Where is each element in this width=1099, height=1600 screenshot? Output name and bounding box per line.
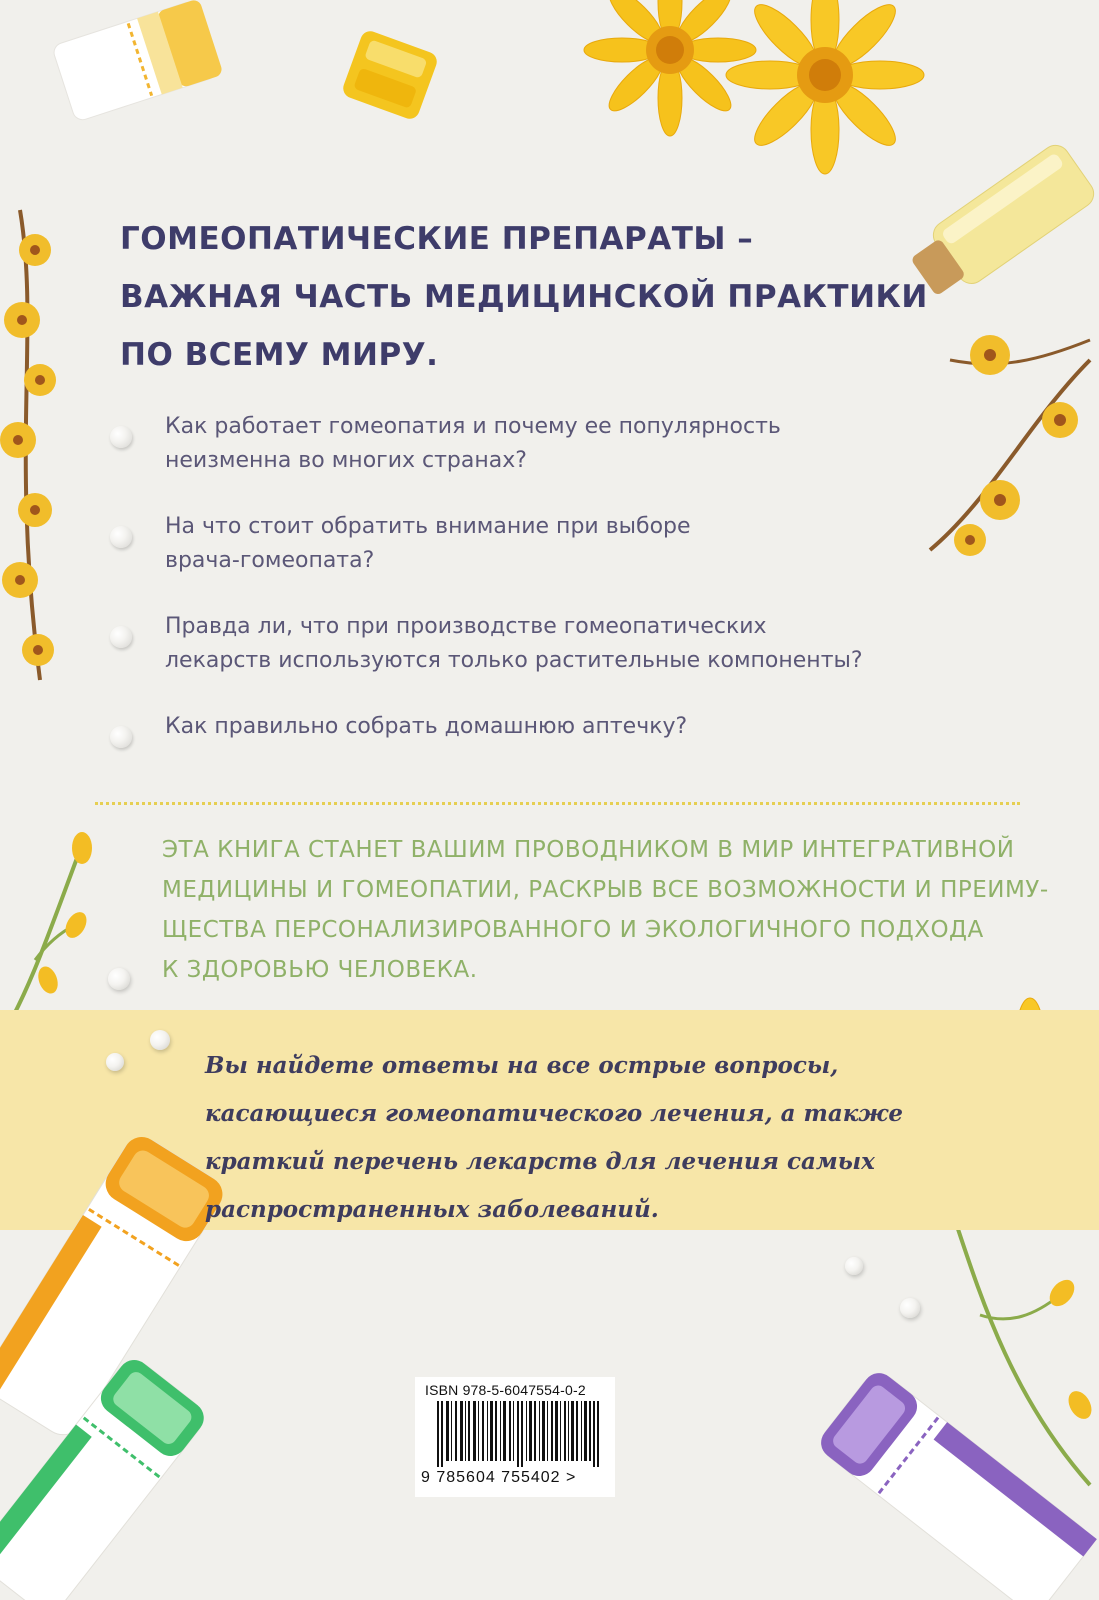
- question-text: Правда ли, что при производстве гомеопатических: [165, 614, 767, 639]
- intro-line: МЕДИЦИНЫ И ГОМЕОПАТИИ, РАСКРЫВ ВСЕ ВОЗМОЖНОСТИ И ПРЕИМУ-: [162, 877, 1049, 903]
- pearl-decoration: [150, 1030, 170, 1050]
- question-text: На что стоит обратить внимание при выборе: [165, 514, 691, 539]
- question-item: [110, 710, 687, 744]
- headline-line: ПО ВСЕМУ МИРУ.: [120, 337, 439, 373]
- pearl-decoration: [845, 1257, 863, 1275]
- question-text: лекарств используются только растительные компоненты?: [165, 648, 863, 673]
- pearl-decoration: [106, 1053, 124, 1071]
- question-text: неизменна во многих странах?: [165, 448, 527, 473]
- isbn-barcode: [415, 1377, 615, 1497]
- pearl-bullet-icon: [110, 626, 132, 648]
- intro-line: ЭТА КНИГА СТАНЕТ ВАШИМ ПРОВОДНИКОМ В МИР ИНТЕГРАТИВНОЙ: [162, 837, 1015, 863]
- top-left-tube-illustration: [0, 0, 300, 130]
- barcode-digits: 9 785604 755402 >: [421, 1469, 577, 1486]
- yellow-cap-illustration: [330, 20, 450, 130]
- band-line: распространенных заболеваний.: [205, 1196, 659, 1223]
- band-line: Вы найдете ответы на все острые вопросы,: [205, 1052, 839, 1079]
- headline-line: ГОМЕОПАТИЧЕСКИЕ ПРЕПАРАТЫ –: [120, 221, 754, 257]
- intro-line: ЩЕСТВА ПЕРСОНАЛИЗИРОВАННОГО И ЭКОЛОГИЧНОГО ПОДХОДА: [162, 917, 984, 943]
- pearl-bullet-icon: [110, 426, 132, 448]
- right-witch-hazel-illustration: [930, 300, 1099, 560]
- purple-tube-illustration: [800, 1350, 1080, 1600]
- intro-line: К ЗДОРОВЬЮ ЧЕЛОВЕКА.: [162, 957, 478, 983]
- pearl-decoration: [108, 968, 130, 990]
- band-line: краткий перечень лекарств для лечения самых: [205, 1148, 875, 1175]
- dotted-divider: [95, 802, 1020, 805]
- intro-paragraph: [162, 830, 1049, 990]
- band-line: касающиеся гомеопатического лечения, а также: [205, 1100, 903, 1127]
- question-item: [110, 610, 863, 678]
- isbn-number: ISBN 978-5-6047554-0-2: [425, 1382, 586, 1398]
- pearl-bullet-icon: [110, 726, 132, 748]
- question-text: Как работает гомеопатия и почему ее популярность: [165, 414, 781, 439]
- pearl-bullet-icon: [110, 526, 132, 548]
- question-text: Как правильно собрать домашнюю аптечку?: [165, 714, 688, 739]
- left-witch-hazel-illustration: [0, 210, 90, 690]
- barcode-bars: [437, 1401, 607, 1467]
- headline: [120, 210, 928, 384]
- question-item: [110, 510, 691, 578]
- headline-line: ВАЖНАЯ ЧАСТЬ МЕДИЦИНСКОЙ ПРАКТИКИ: [120, 279, 928, 315]
- question-item: [110, 410, 781, 478]
- pearl-decoration: [900, 1298, 920, 1318]
- green-tube-illustration: [0, 1340, 210, 1600]
- question-text: врача-гомеопата?: [165, 548, 375, 573]
- band-paragraph: [205, 1042, 965, 1234]
